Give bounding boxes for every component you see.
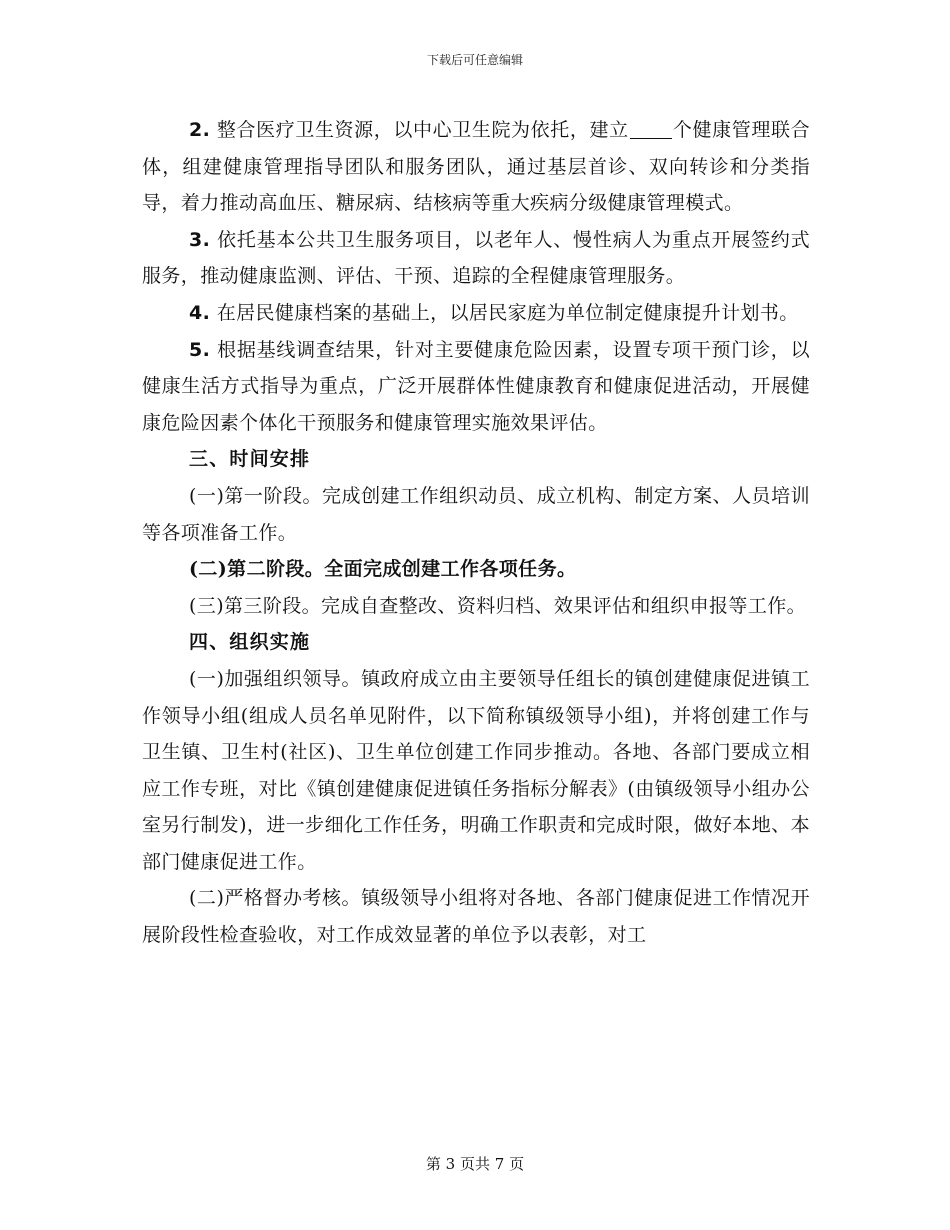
item-number: 5. bbox=[189, 338, 211, 361]
item-number: 2. bbox=[189, 119, 211, 141]
paragraph-text: 根据基线调查结果，针对主要健康危险因素，设置专项干预门诊，以健康生活方式指导为重点，广泛开展群体性健康教育和健康促进活动，开展健康危险因素个体化干预服务和健康管理实施效果评估。 bbox=[142, 338, 810, 434]
page-number: 第 3 页共 7 页 bbox=[425, 1155, 525, 1173]
item-number: 4. bbox=[189, 301, 211, 324]
page-header: 下载后可任意编辑 bbox=[426, 53, 523, 67]
stage-two-paragraph: (二)第二阶段。全面完成创建工作各项任务。 bbox=[189, 558, 577, 581]
section-heading-implementation: 四、组织实施 bbox=[189, 631, 311, 654]
paragraph-item-4 bbox=[142, 295, 810, 332]
paragraph-item-5 bbox=[142, 332, 810, 442]
document-body bbox=[142, 112, 810, 954]
leadership-paragraph: (一)加强组织领导。镇政府成立由主要领导任组长的镇创建健康促进镇工作领导小组(组成人员名单见附件，以下简称镇级领导小组)，并将创建工作与卫生镇、卫生村(社区)、卫生单位创建工作同步推动。各地、各部门要成立相应工作专班，对比《镇创建健康促进镇任务指标分解表》(由镇级领导小组办公室另行制发)，进一步细化工作任务，明确工作职责和完成时限，做好本地、本部门健康促进工作。 bbox=[142, 667, 810, 873]
paragraph-text: 依托基本公共卫生服务项目，以老年人、慢性病人为重点开展签约式服务，推动健康监测、评估、干预、追踪的全程健康管理服务。 bbox=[142, 228, 810, 288]
stage-three-paragraph: (三)第三阶段。完成自查整改、资料归档、效果评估和组织申报等工作。 bbox=[189, 594, 807, 617]
paragraph-text: 整合医疗卫生资源，以中心卫生院为依托，建立 bbox=[210, 119, 629, 141]
paragraph-text: 个健康管理联合体，组建健康管理指导团队和服务团队，通过基层首诊、双向转诊和分类指导，着力推动高血压、糖尿病、结核病等重大疾病分级健康管理模式。 bbox=[142, 119, 810, 215]
stage-one-paragraph: (一)第一阶段。完成创建工作组织动员、成立机构、制定方案、人员培训等各项准备工作。 bbox=[142, 484, 810, 544]
paragraph-text: 在居民健康档案的基础上，以居民家庭为单位制定健康提升计划书。 bbox=[210, 301, 799, 324]
fill-blank bbox=[630, 118, 672, 139]
paragraph-item-3 bbox=[142, 222, 810, 295]
item-number: 3. bbox=[189, 228, 211, 251]
section-heading-schedule: 三、时间安排 bbox=[189, 448, 311, 471]
supervision-paragraph: (二)严格督办考核。镇级领导小组将对各地、各部门健康促进工作情况开展阶段性检查验收，对工作成效显著的单位予以表彰，对工 bbox=[142, 887, 810, 947]
paragraph-item-2 bbox=[142, 112, 810, 222]
